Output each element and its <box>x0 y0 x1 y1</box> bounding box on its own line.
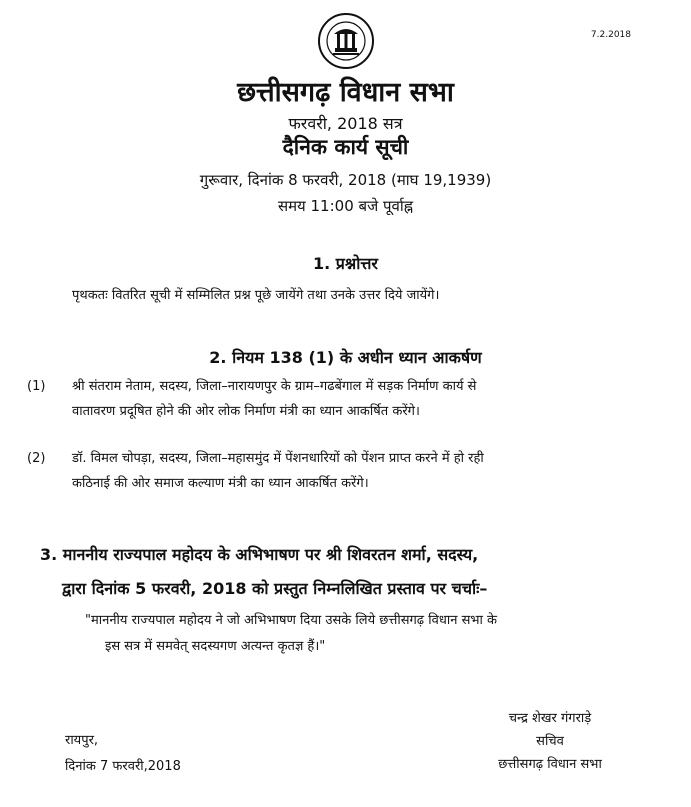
agenda-title: दैनिक कार्य सूची <box>282 135 409 159</box>
signature-block <box>440 707 660 776</box>
session-label: फरवरी, 2018 सत्र <box>288 114 403 133</box>
date-line: गुरूवार, दिनांक 8 फरवरी, 2018 (माघ 19,1939) <box>199 171 492 189</box>
signatory-org: छत्तीसगढ़ विधान सभा <box>498 757 602 772</box>
section1-heading: 1. प्रश्नोत्तर <box>313 254 378 273</box>
page-title: छत्तीसगढ़ विधान सभा <box>237 77 454 108</box>
item-line: कठिनाई की ओर समाज कल्याण मंत्री का ध्यान आकर्षित करेंगे। <box>72 476 369 491</box>
item-line: श्री संतराम नेताम, सदस्य, जिला–नारायणपुर के ग्राम–गढबेंगाल में सड़क निर्माण कार्य से <box>72 379 477 394</box>
item-number: (2) <box>27 451 46 466</box>
list-item <box>72 446 672 496</box>
section3-motion <box>40 538 680 606</box>
list-item <box>72 374 672 424</box>
footer-place: रायपुर, <box>65 733 99 748</box>
section2-heading: 2. नियम 138 (1) के अधीन ध्यान आकर्षण <box>209 348 482 367</box>
item-line: वातावरण प्रदूषित होने की ओर लोक निर्माण मंत्री का ध्यान आकर्षित करेंगे। <box>72 404 420 419</box>
time-line: समय 11:00 बजे पूर्वाह्न <box>277 197 414 215</box>
quote-line: "माननीय राज्यपाल महोदय ने जो अभिभाषण दिया उसके लिये छत्तीसगढ़ विधान सभा के <box>85 613 497 628</box>
motion-quote <box>85 608 680 660</box>
item-line: डॉ. विमल चोपड़ा, सदस्य, जिला–महासमुंद में पेंशनधारियों को पेंशन प्राप्त करने में हो रही <box>72 451 484 466</box>
section1-text: पृथकतः वितरित सूची में सम्मिलित प्रश्न पूछे जायेंगे तथा उनके उत्तर दिये जायेंगे। <box>72 288 440 303</box>
signatory-name: चन्द्र शेखर गंगराड़े <box>508 711 592 726</box>
date-stamp: 7.2.2018 <box>590 30 631 40</box>
motion-line: द्वारा दिनांक 5 फरवरी, 2018 को प्रस्तुत निम्नलिखित प्रस्ताव पर चर्चाः– <box>62 579 488 598</box>
signatory-title: सचिव <box>536 734 564 749</box>
quote-line: इस सत्र में समवेत् सदस्यगण अत्यन्त कृतज्ञ हैं।" <box>105 639 326 654</box>
item-number: (1) <box>27 379 46 394</box>
motion-line: 3. माननीय राज्यपाल महोदय के अभिभाषण पर श्री शिवरतन शर्मा, सदस्य, <box>40 545 479 564</box>
emblem-seal-icon <box>317 12 375 70</box>
footer-date: दिनांक 7 फरवरी,2018 <box>65 759 181 774</box>
